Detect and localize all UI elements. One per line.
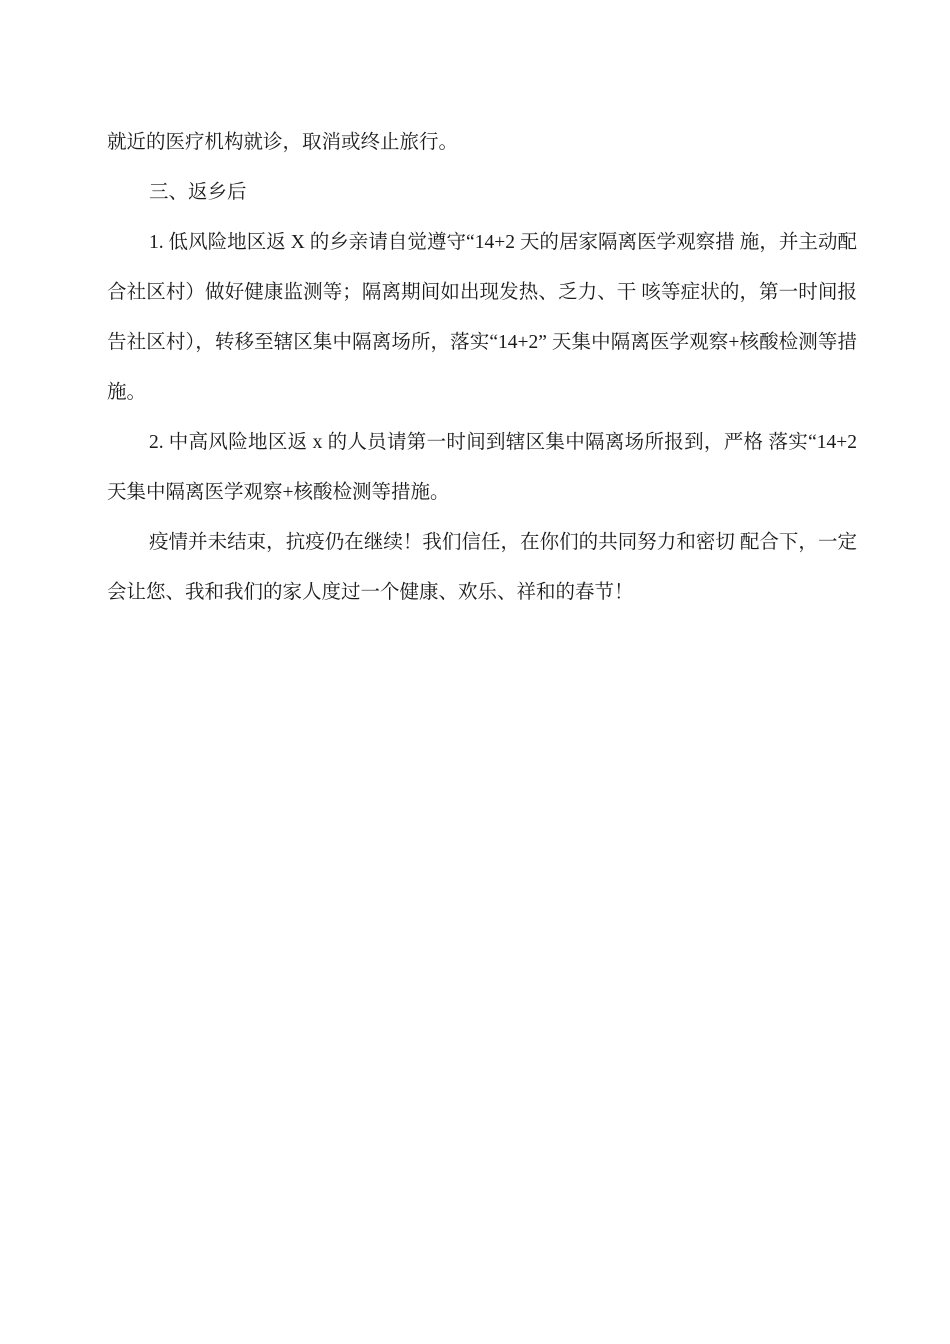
paragraph-item-1: 1. 低风险地区返 X 的乡亲请自觉遵守“14+2 天的居家隔离医学观察措 施，并主动配合社区村）做好健康监测等；隔离期间如出现发热、乏力、干 咳等症状的，第一时间报告社区村），转移至辖区集中隔离场所，落实“14+2” 天集中隔离医学观察+核酸检测等措施。: [107, 232, 857, 403]
paragraph-item-2: 2. 中高风险地区返 x 的人员请第一时间到辖区集中隔离场所报到，严格 落实“14+2 天集中隔离医学观察+核酸检测等措施。: [107, 432, 857, 503]
document-body: [107, 118, 857, 618]
section-heading: 三、返乡后: [149, 182, 247, 203]
paragraph-continuation: 就近的医疗机构就诊，取消或终止旅行。: [107, 132, 459, 153]
paragraph-closing: 疫情并未结束，抗疫仍在继续！我们信任，在你们的共同努力和密切 配合下，一定会让您、我和我们的家人度过一个健康、欢乐、祥和的春节！: [107, 532, 857, 603]
